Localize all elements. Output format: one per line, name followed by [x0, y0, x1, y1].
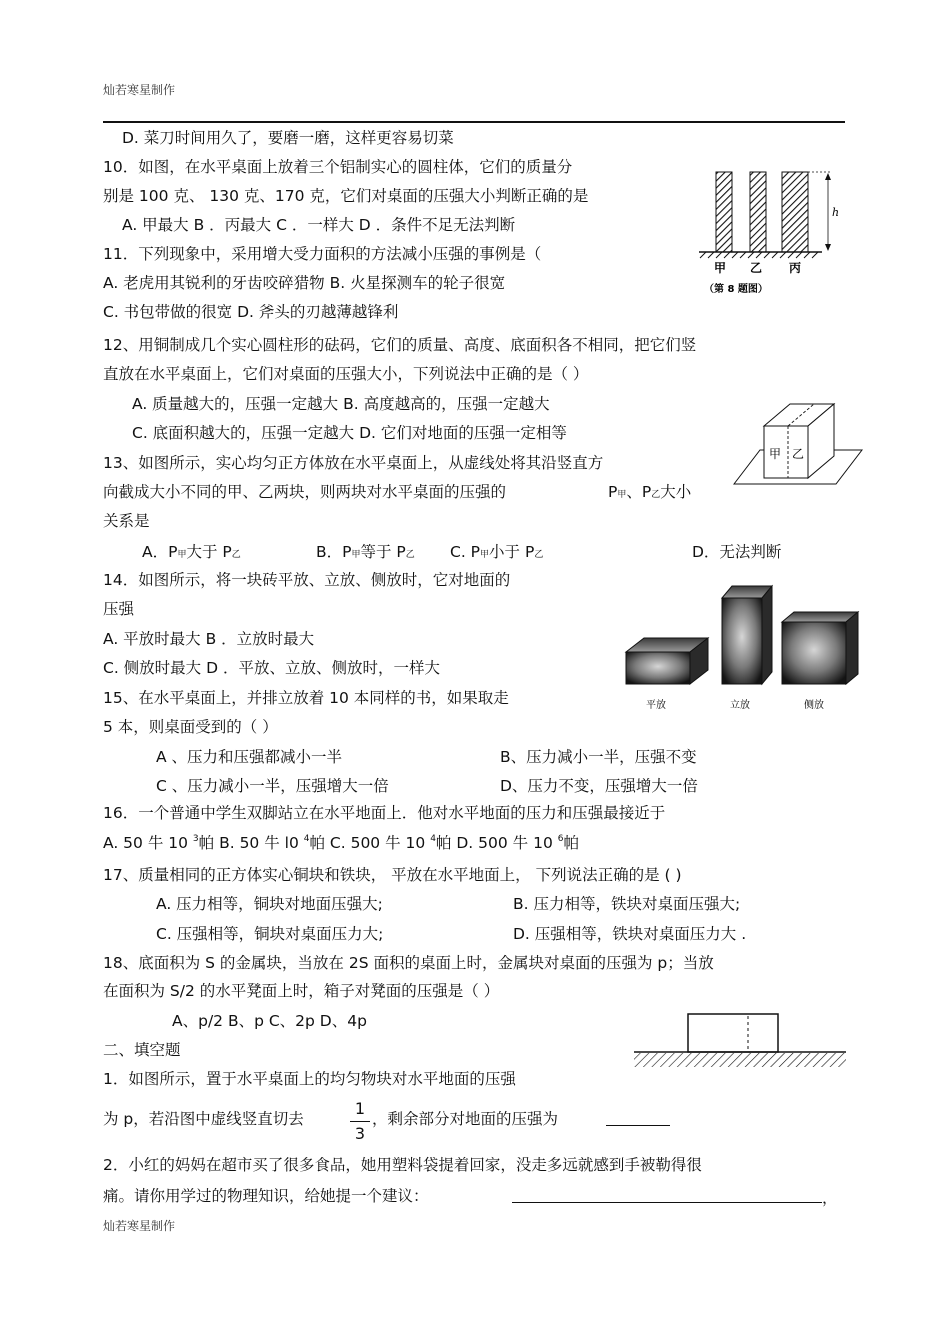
q12-stem-1: 12、用铜制成几个实心圆柱形的砝码，它们的质量、高度、底面积各不相同，把它们竖 — [103, 336, 697, 354]
q12-options-cd: C. 底面积越大的，压强一定越大 D. 它们对地面的压强一定相等 — [132, 424, 567, 442]
cube-figure — [732, 398, 864, 490]
header-rule — [103, 121, 845, 123]
f2-stem-1: 2．小红的妈妈在超市买了很多食品，她用塑料袋提着回家，没走多远就感到手被勒得很 — [103, 1156, 702, 1174]
q10-stem-2: 别是 100 克、 130 克、170 克，它们对桌面的压强大小判断正确的是 — [103, 187, 589, 205]
q13-stem-1: 13、如图所示，实心均匀正方体放在水平桌面上，从虚线处将其沿竖直方 — [103, 454, 604, 472]
q18-options: A、p/2 B、p C、2p D、4p — [172, 1012, 367, 1030]
q18-stem-1: 18、底面积为 S 的金属块，当放在 2S 面积的桌面上时，金属块对桌面的压强为 p；当放 — [103, 954, 714, 972]
q15-option-a: A 、压力和压强都减小一半 — [156, 748, 343, 766]
q15-option-c: C 、压力减小一半，压强增大一倍 — [156, 777, 389, 795]
f1-stem-1: 1．如图所示，置于水平桌面上的均匀物块对水平地面的压强 — [103, 1070, 516, 1088]
block — [688, 1014, 778, 1052]
brick-label-side: 侧放 — [804, 700, 824, 711]
q11-stem: 11．下列现象中，采用增大受力面积的方法减小压强的事例是（ — [103, 245, 542, 263]
q14-options-ab: A. 平放时最大 B ．立放时最大 — [103, 630, 315, 648]
cylinder-yi — [750, 172, 766, 252]
q18-stem-2: 在面积为 S/2 的水平凳面上时，箱子对凳面的压强是（ ） — [103, 982, 500, 1000]
block-on-table-figure — [632, 1010, 848, 1076]
fraction-one-third: 1 3 — [350, 1098, 370, 1145]
q13-stem-3: 关系是 — [103, 512, 150, 530]
brick-label-upright: 立放 — [730, 700, 750, 711]
q14-options-cd: C. 侧放时最大 D ．平放、立放、侧放时，一样大 — [103, 659, 440, 677]
f2-answer-blank: ， — [512, 1186, 838, 1208]
brick-flat — [626, 638, 708, 684]
section-fill-blank-title: 二、填空题 — [103, 1041, 181, 1059]
q9-option-d: D. 菜刀时间用久了，要磨一磨，这样更容易切菜 — [122, 129, 454, 147]
f2-stem-2: 痛。请你用学过的物理知识，给她提一个建议： — [103, 1187, 429, 1205]
q11-options-cd: C. 书包带做的很宽 D. 斧头的刃越薄越锋利 — [103, 303, 399, 321]
q17-stem: 17、质量相同的正方体实心铜块和铁块， 平放在水平地面上， 下列说法正确的是 ( ) — [103, 866, 682, 884]
brick-side — [782, 612, 858, 684]
height-label-h: h — [832, 206, 840, 219]
q17-option-a: A. 压力相等，铜块对地面压强大; — [156, 895, 383, 913]
bricks-figure — [622, 582, 864, 718]
q17-option-c: C. 压强相等，铜块对桌面压力大; — [156, 925, 384, 943]
q15-stem-2: 5 本，则桌面受到的（ ） — [103, 718, 278, 736]
f1-stem-2: 为 p，若沿图中虚线竖直切去 — [103, 1110, 304, 1128]
q14-stem-2: 压强 — [103, 600, 135, 618]
q13-pressure-notation: P甲、P乙大小 — [608, 483, 692, 501]
q16-options: A. 50 牛 10 $^3$帕 B. 50 牛 l0 $^4$帕 C. 500 牛 10 $^4$帕 D. 500 牛 10 $^6$帕 — [103, 834, 579, 852]
q15-option-d: D、压力不变，压强增大一倍 — [500, 777, 698, 795]
table-surface — [634, 1053, 846, 1067]
q17-option-d: D. 压强相等，铁块对桌面压力大 . — [513, 925, 747, 943]
q13-option-b: B．P甲等于 P乙 — [316, 543, 415, 561]
q13-stem-2: 向截成大小不同的甲、乙两块，则两块对水平桌面的压强的 — [103, 483, 507, 501]
q16-stem: 16．一个普通中学生双脚站立在水平地面上．他对水平地面的压力和压强最接近于 — [103, 804, 666, 822]
cyl-label-yi: 乙 — [750, 261, 763, 275]
q10-stem-1: 10．如图，在水平桌面上放着三个铝制实心的圆柱体，它们的质量分 — [103, 158, 573, 176]
q14-stem-1: 14．如图所示，将一块砖平放、立放、侧放时，它对地面的 — [103, 571, 511, 589]
cylinders-figure — [694, 160, 844, 302]
q11-options-ab: A. 老虎用其锐利的牙齿咬碎猎物 B. 火星探测车的轮子很宽 — [103, 274, 506, 292]
cube-label-jia: 甲 — [769, 447, 782, 461]
page-footer: 灿若寒星制作 — [103, 1219, 176, 1233]
f1-stem-3: ，剩余部分对地面的压强为 — [372, 1110, 559, 1128]
page-header: 灿若寒星制作 — [103, 83, 176, 97]
q15-stem-1: 15、在水平桌面上，并排立放着 10 本同样的书，如果取走 — [103, 689, 509, 707]
cylinder-jia — [716, 172, 732, 252]
q17-option-b: B. 压力相等，铁块对桌面压强大; — [513, 895, 741, 913]
q15-option-b: B、压力减小一半，压强不变 — [500, 748, 697, 766]
q12-options-ab: A. 质量越大的，压强一定越大 B. 高度越高的，压强一定越大 — [132, 395, 550, 413]
q13-option-d: D．无法判断 — [692, 543, 782, 561]
brick-label-flat: 平放 — [646, 700, 666, 711]
cube-label-yi: 乙 — [792, 447, 805, 461]
q13-option-c: C. P甲小于 P乙 — [450, 543, 544, 561]
brick-upright — [722, 586, 772, 684]
q10-options: A. 甲最大 B ．丙最大 C ．一样大 D ．条件不足无法判断 — [122, 216, 516, 234]
cyl-label-jia: 甲 — [714, 261, 727, 275]
f1-answer-blank — [606, 1109, 670, 1131]
cyl-label-bing: 丙 — [789, 261, 802, 275]
q13-option-a: A．P甲大于 P乙 — [142, 543, 241, 561]
cyl-caption: （第 8 题图） — [704, 284, 768, 295]
q12-stem-2: 直放在水平桌面上，它们对桌面的压强大小，下列说法中正确的是（ ） — [103, 365, 589, 383]
cylinder-bing — [782, 172, 808, 252]
